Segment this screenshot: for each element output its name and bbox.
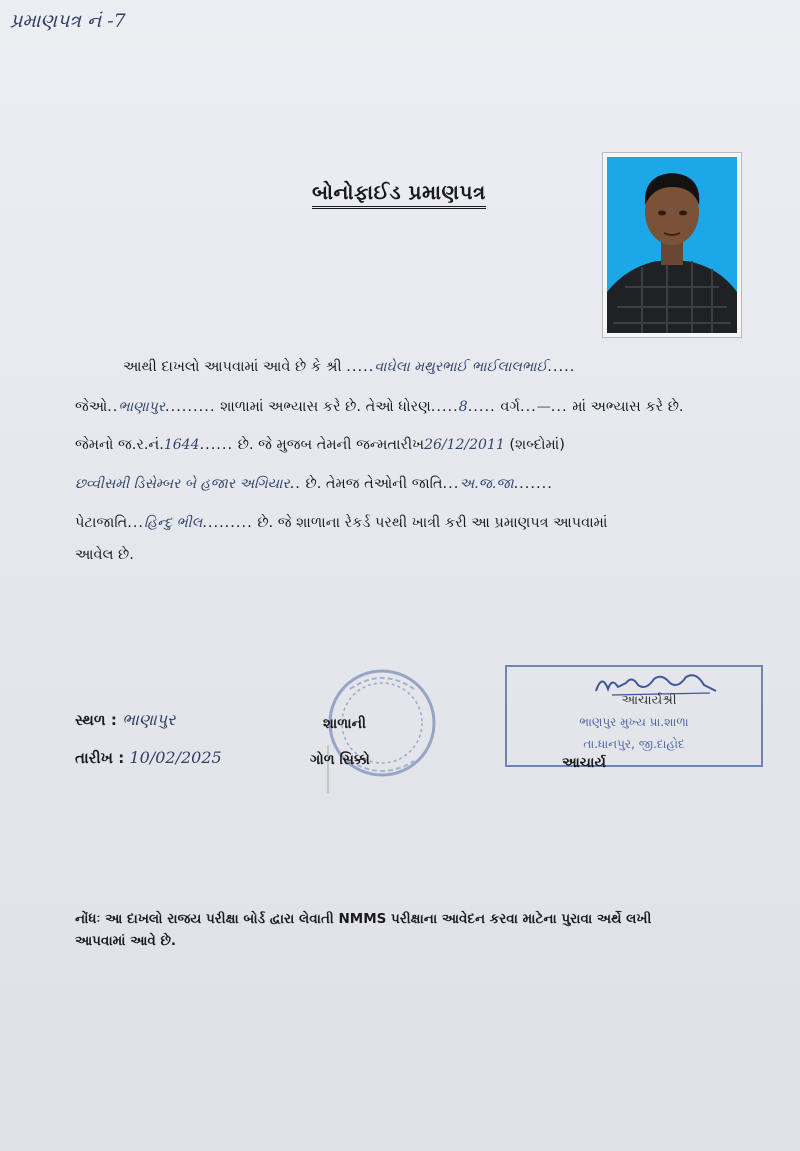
stamp-line-3: તા.ધાનપુર, જી.દાહોદ xyxy=(583,737,685,751)
birth-date-words: છવ્વીસમી ડિસેમ્બર બે હજાર અગિયાર xyxy=(75,476,290,492)
date-value: 10/02/2025 xyxy=(129,748,222,767)
student-photo xyxy=(602,152,742,338)
body-line-1: આથી દાખલો આપવામાં આવે છે કે શ્રી .....વાઘેલા મથુરભાઈ ભાઈલાલભાઈ..... xyxy=(123,359,576,375)
line3-suffix: (શબ્દોમાં) xyxy=(509,437,565,453)
date-row xyxy=(75,748,222,767)
seal-label-round: ગોળ સિક્કો xyxy=(310,752,370,768)
line3-mid: છે. જે મુજબ તેમની જન્મતારીખ xyxy=(237,437,425,453)
stamp-line-1: આચાર્યશ્રી xyxy=(621,693,677,708)
caste-value: અ.જ.જા xyxy=(459,476,514,492)
corner-note: પ્રમાણપત્ર નં -7 xyxy=(10,10,126,32)
line1-prefix: આથી દાખલો આપવામાં આવે છે કે શ્રી xyxy=(123,359,342,375)
note-line-1: નોંધઃ આ દાખલો રાજય પરીક્ષા બોર્ડ દ્વારા લેવાતી NMMS પરીક્ષાના આવેદન કરવા માટેના પુરાવા અર્થે લખી xyxy=(75,911,652,927)
body-line-2: જેઓ..ભાણાપુર......... શાળામાં અભ્યાસ કરે છે. તેઓ ધોરણ.....8..... વર્ગ...—... માં અભ્યાસ કરે છે. xyxy=(75,399,684,415)
line2-mid: શાળામાં અભ્યાસ કરે છે. તેઓ ધોરણ xyxy=(220,399,431,415)
note-line-2: આપવામાં આવે છે. xyxy=(75,933,177,949)
note xyxy=(75,908,755,952)
principal-stamp xyxy=(505,665,763,767)
body-line-6: આવેલ છે. xyxy=(75,547,134,563)
line5-prefix: પેટાજાતિ xyxy=(75,515,128,531)
principal-label: આચાર્ય xyxy=(562,755,606,771)
page-title: બોનોફાઈડ પ્રમાણપત્ર xyxy=(312,180,486,209)
birth-date: 26/12/2011 xyxy=(424,437,505,453)
body-line-4: છવ્વીસમી ડિસેમ્બર બે હજાર અગિયાર.. છે. તેમજ તેઓની જાતિ...અ.જ.જા....... xyxy=(75,476,553,492)
line4-mid: છે. તેમજ તેઓની જાતિ xyxy=(305,476,443,492)
standard-value: 8 xyxy=(458,399,468,415)
division-value: — xyxy=(536,399,551,415)
place-row xyxy=(75,710,175,730)
sub-caste-value: હિન્દુ ભીલ xyxy=(144,515,203,531)
body-line-5: પેટાજાતિ...હિન્દુ ભીલ......... છે. જે શાળાના રેકર્ડ પરથી ખાત્રી કરી આ પ્રમાણપત્ર આપવામાં xyxy=(75,515,608,531)
stamp-line-2: ભાણપુર મુખ્ય પ્રા.શાળા xyxy=(579,715,689,729)
body-line-3: જેમનો જ.ર.નં.1644...... છે. જે મુજબ તેમની જન્મતારીખ26/12/2011 (શબ્દોમાં) xyxy=(75,437,565,453)
student-photo-image xyxy=(607,157,737,333)
line2-suffix: માં અભ્યાસ કરે છે. xyxy=(572,399,684,415)
line2-prefix: જેઓ xyxy=(75,399,108,415)
place-label: સ્થળ : xyxy=(75,711,117,729)
line3-prefix: જેમનો જ.ર.નં. xyxy=(75,437,164,453)
student-name: વાઘેલા મથુરભાઈ ભાઈલાલભાઈ xyxy=(374,359,548,375)
gr-number: 1644 xyxy=(163,437,200,453)
school-name: ભાણાપુર xyxy=(118,399,165,415)
class-label: વર્ગ xyxy=(500,399,520,415)
line5-suffix: છે. જે શાળાના રેકર્ડ પરથી ખાત્રી કરી આ પ્રમાણપત્ર આપવામાં xyxy=(257,515,608,531)
seal-label-school: શાળાની xyxy=(323,716,367,732)
date-label: તારીખ : xyxy=(75,749,125,767)
place-value: ભાણાપુર xyxy=(122,710,176,729)
